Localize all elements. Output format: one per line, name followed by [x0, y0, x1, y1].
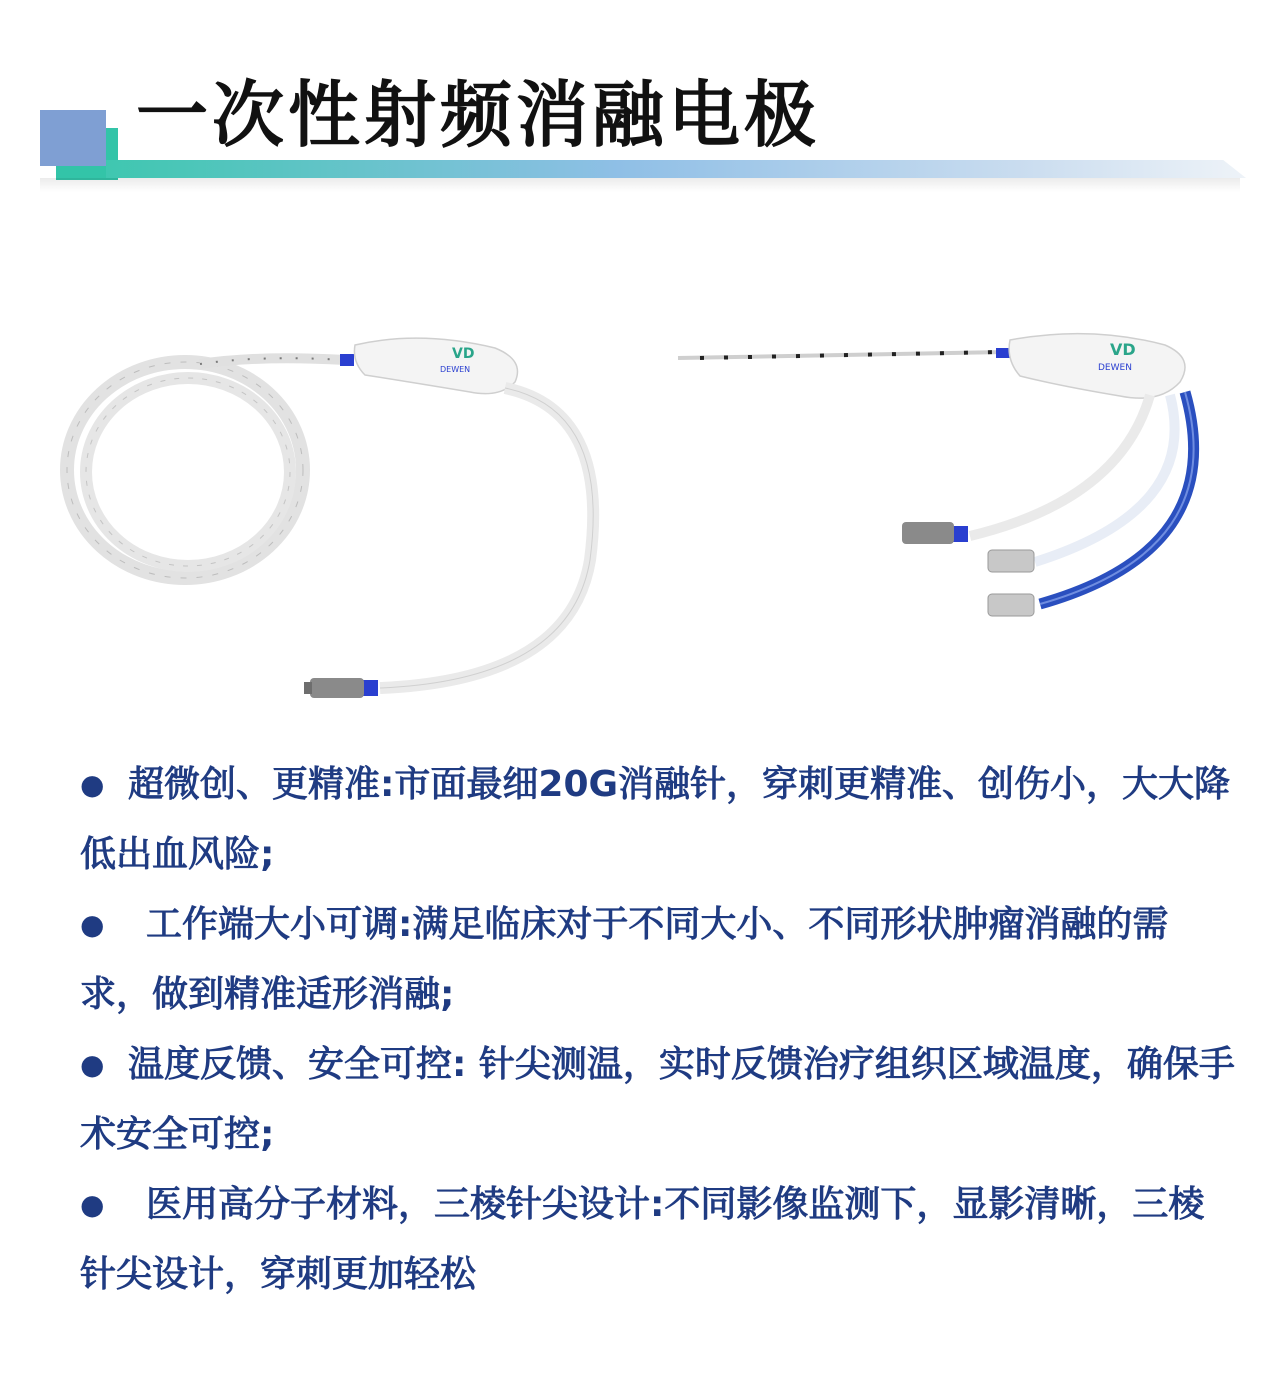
- coiled-electrode-product: [67, 338, 593, 698]
- feature-text: 温度反馈、安全可控: 针尖测温，实时反馈治疗组织区域温度，确保手术安全可控;: [80, 1044, 1235, 1155]
- bullet-icon: ●: [80, 768, 105, 801]
- feature-item: [80, 750, 1240, 890]
- brand-logo-right: DEWEN: [1098, 363, 1132, 373]
- feature-item: [80, 890, 1240, 1030]
- straight-needle-electrode-product: [678, 334, 1194, 616]
- feature-item: [80, 1030, 1240, 1170]
- feature-text: 医用高分子材料，三棱针尖设计:不同影像监测下，显影清晰，三棱针尖设计，穿刺更加轻松: [80, 1184, 1205, 1295]
- svg-text:VD: VD: [452, 346, 475, 362]
- blue-accent-square: [40, 110, 106, 166]
- brand-logo-left: DEWEN: [440, 365, 471, 374]
- svg-text:VD: VD: [1110, 340, 1136, 359]
- bullet-icon: ●: [80, 1048, 105, 1081]
- product-image: [0, 300, 1280, 720]
- bullet-icon: ●: [80, 908, 105, 941]
- underline-shadow: [40, 178, 1240, 192]
- feature-list: [80, 750, 1240, 1310]
- bullet-icon: ●: [80, 1188, 105, 1221]
- feature-text: 工作端大小可调:满足临床对于不同大小、不同形状肿瘤消融的需求，做到精准适形消融;: [80, 904, 1169, 1015]
- page-title: 一次性射频消融电极: [136, 73, 821, 157]
- feature-text: 超微创、更精准:市面最细20G消融针，穿刺更精准、创伤小，大大降低出血风险;: [80, 764, 1231, 875]
- gradient-underline-bar: [106, 160, 1246, 178]
- feature-item: [80, 1170, 1240, 1310]
- product-illustration: [0, 300, 1280, 720]
